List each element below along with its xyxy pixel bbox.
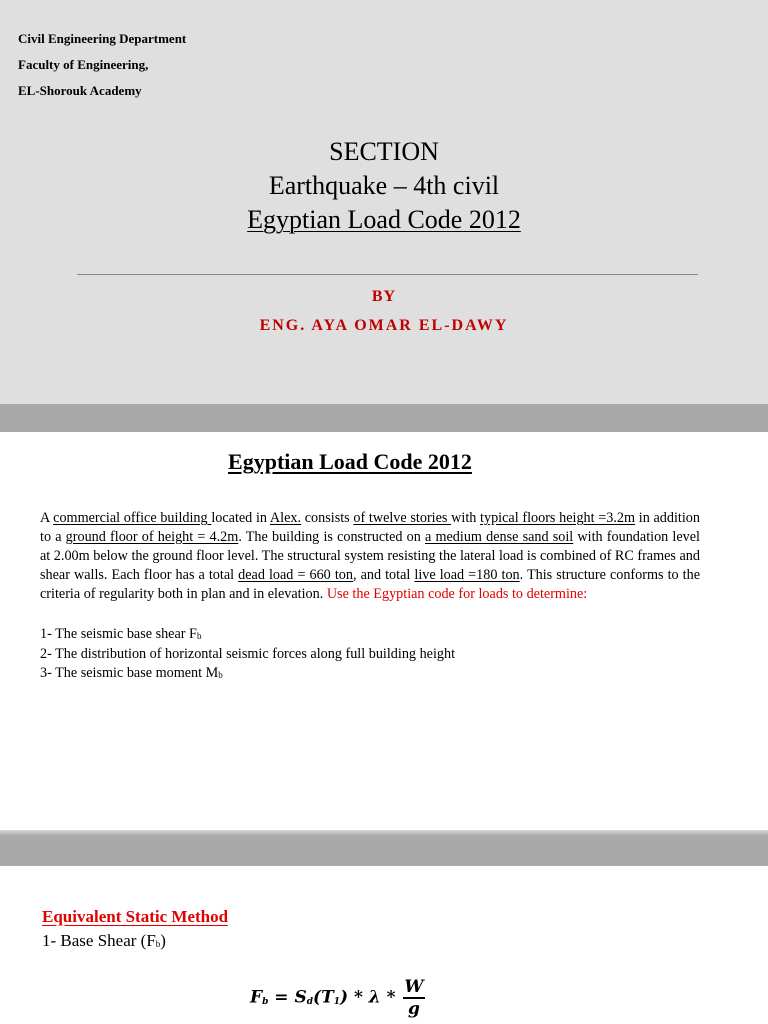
department-name: Civil Engineering Department bbox=[18, 31, 187, 46]
solution-page bbox=[0, 866, 768, 1024]
page-heading: Egyptian Load Code 2012 bbox=[228, 449, 472, 474]
instruction-text: Use the Egyptian code for loads to determine: bbox=[326, 586, 588, 602]
title-section: SECTION bbox=[329, 137, 439, 166]
title-code: Egyptian Load Code 2012 bbox=[247, 205, 521, 234]
task-list bbox=[40, 625, 455, 684]
academy-name: EL-Shorouk Academy bbox=[18, 83, 142, 98]
list-item: 2- The distribution of horizontal seismic forces along full building height bbox=[40, 646, 456, 662]
problem-statement: A commercial office building located in Alex. consists of twelve stories with typical floors height =3.2m in addition to a ground floor of height = 4.2m. The building is constructed on a medium dense sand soil with foundation level at 2.00m below the ground floor level. The structural system resisting the lateral load is combined of RC frames and shear walls. Each floor has a total dead load = 660 ton, and total live load =180 ton. This structure conforms to the criteria of regularity both in plan and in elevation. Use the Egyptian code for loads to determine: bbox=[40, 510, 701, 602]
divider-line bbox=[77, 274, 698, 275]
fraction: $\frac{W}{g}$ bbox=[404, 977, 424, 1019]
author-name: ENG. AYA OMAR EL-DAWY bbox=[259, 317, 509, 334]
list-item: 3- The seismic base moment $M_b$ bbox=[40, 665, 223, 681]
page-gap bbox=[0, 830, 768, 866]
title-course: Earthquake – 4th civil bbox=[268, 171, 500, 200]
cover-title bbox=[0, 135, 768, 237]
method-heading: Equivalent Static Method bbox=[42, 907, 229, 926]
list-item: 1- The seismic base shear $F_b$ bbox=[40, 626, 202, 642]
base-shear-heading: 1- Base Shear $(F_b)$ bbox=[42, 931, 166, 950]
faculty-name: Faculty of Engineering, bbox=[18, 57, 149, 72]
base-shear-formula: $F_b = S_d(T_1) * \lambda$ * $\frac{W}{g}$ bbox=[250, 977, 424, 1019]
cover-page bbox=[0, 0, 768, 404]
problem-page bbox=[0, 432, 768, 830]
by-label: BY bbox=[371, 288, 397, 305]
page-gap bbox=[0, 404, 768, 432]
